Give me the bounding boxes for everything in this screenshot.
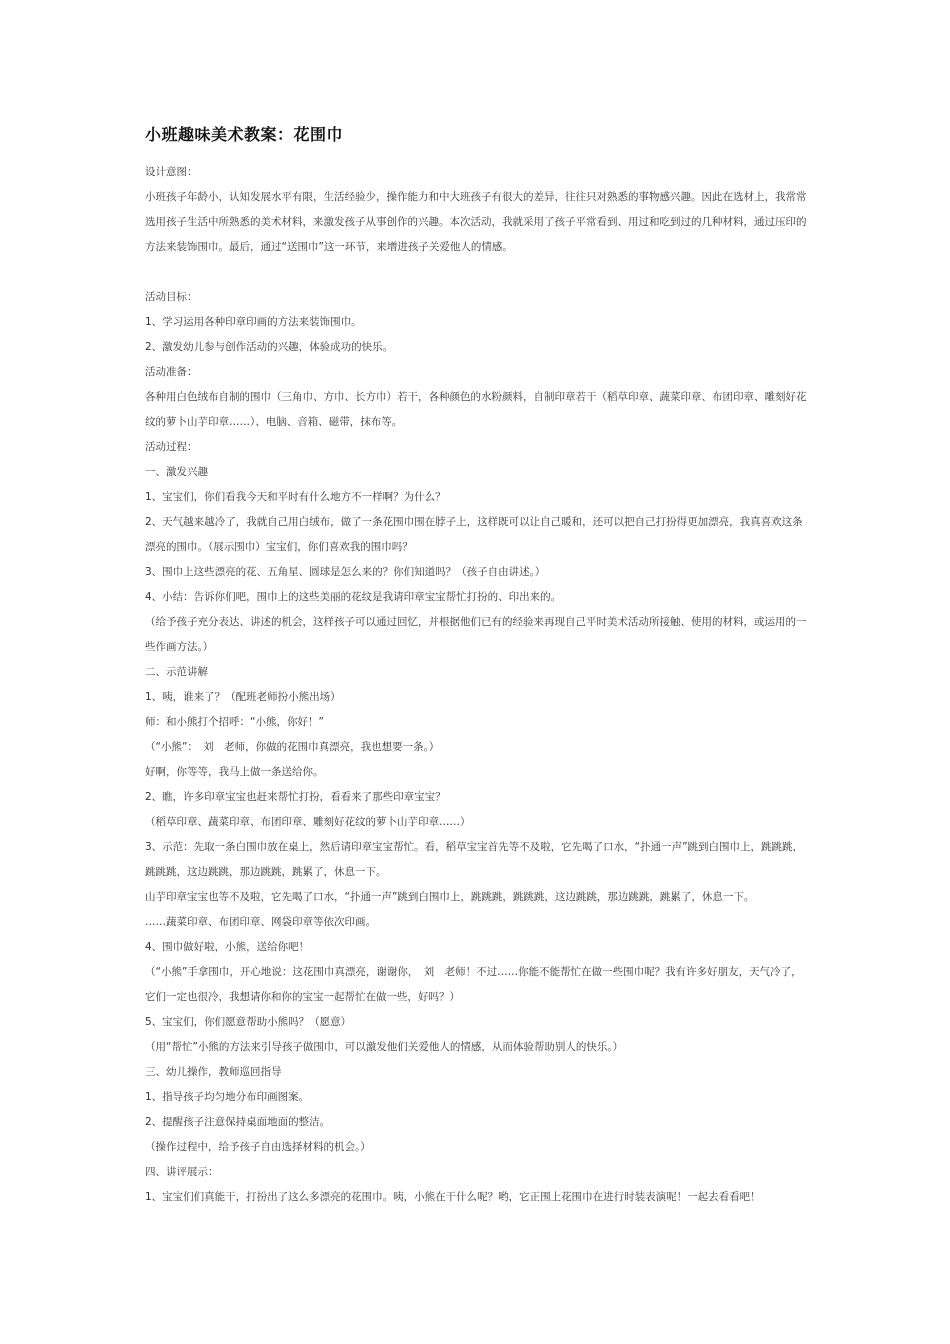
paragraph: 2、激发幼儿参与创作活动的兴趣，体验成功的快乐。 [145, 341, 394, 353]
paragraph: （“小熊”： 刘 老师，你做的花围巾真漂亮，我也想要一条。） [145, 741, 440, 753]
paragraph: 小班孩子年龄小，认知发展水平有限，生活经验少，操作能力和中大班孩子有很大的差异，往往只对熟悉的事物感兴趣。因此在选材上，我常常选用孩子生活中所熟悉的美术材料，来激发孩子从事创作的兴趣。本次活动，我就采用了孩子平常看到、用过和吃到过的几种材料，通过压印的方法来装饰围巾。最后，通过“送围巾”这一环节，来增进孩子关爱他人的情感。 [145, 191, 807, 253]
paragraph: 1、宝宝们，你们看我今天和平时有什么地方不一样啊？为什么？ [145, 491, 446, 503]
document-body [145, 160, 810, 1210]
paragraph: ……蔬菜印章、布团印章、网袋印章等依次印画。 [145, 916, 376, 928]
document-title: 小班趣味美术教案：花围巾 [145, 125, 344, 144]
paragraph: 2、天气越来越冷了，我就自己用白绒布，做了一条花围巾围在脖子上，这样既可以让自己暖和，还可以把自己打扮得更加漂亮，我真喜欢这条漂亮的围巾。（展示围巾）宝宝们，你们喜欢我的围巾吗？ [145, 516, 803, 553]
paragraph: 4、围巾做好啦，小熊，送给你吧！ [145, 941, 310, 953]
paragraph: （用“帮忙”小熊的方法来引导孩子做围巾，可以激发他们关爱他人的情感，从而体验帮助别人的快乐。） [145, 1041, 624, 1053]
document-page [145, 124, 810, 1210]
paragraph: （“小熊”手拿围巾，开心地说：这花围巾真漂亮，谢谢你， 刘 老师！不过……你能不能帮忙在做一些围巾呢？我有许多好朋友，天气冷了，它们一定也很冷，我想请你和你的宝宝一起帮忙在做一些，好吗？） [145, 966, 802, 1003]
blank-line [145, 260, 810, 285]
paragraph: 山芋印章宝宝也等不及啦，它先喝了口水，“扑通一声”跳到白围巾上，跳跳跳，跳跳跳，这边跳跳，那边跳跳，跳累了，休息一下。 [145, 891, 755, 903]
paragraph: 三、幼儿操作，教师巡回指导 [145, 1066, 282, 1078]
paragraph: 1、学习运用各种印章印画的方法来装饰围巾。 [145, 316, 362, 328]
paragraph: 四、讲评展示： [145, 1166, 219, 1178]
paragraph: 5、宝宝们，你们愿意帮助小熊吗？（愿意） [145, 1016, 352, 1028]
paragraph: （给予孩子充分表达、讲述的机会，这样孩子可以通过回忆，并根据他们已有的经验来再现自己平时美术活动所接触、使用的材料，或运用的一些作画方法。） [145, 616, 807, 653]
paragraph: 3、围巾上这些漂亮的花、五角星、圆球是怎么来的？你们知道吗？（孩子自由讲述。） [145, 566, 546, 578]
paragraph: （稻草印章、蔬菜印章、布团印章、雕刻好花纹的萝卜山芋印章……） [145, 816, 471, 828]
paragraph: 活动目标： [145, 291, 198, 303]
paragraph: 各种用白色绒布自制的围巾（三角巾、方巾、长方巾）若干，各种颜色的水粉颜料，自制印章若干（稻草印章、蔬菜印章、布团印章、雕刻好花纹的萝卜山芋印章……）、电脑、音箱、磁带，抹布等。 [145, 391, 807, 428]
paragraph: 二、示范讲解 [145, 666, 208, 678]
paragraph: 活动准备： [145, 366, 198, 378]
paragraph: （操作过程中，给予孩子自由选择材料的机会。） [145, 1141, 371, 1153]
paragraph: 3、示范：先取一条白围巾放在桌上，然后请印章宝宝帮忙。看，稻草宝宝首先等不及啦，它先喝了口水，“扑通一声”跳到白围巾上，跳跳跳，跳跳跳，这边跳跳，那边跳跳，跳累了，休息一下。 [145, 841, 804, 878]
paragraph: 1、指导孩子均匀地分布印画图案。 [145, 1091, 310, 1103]
paragraph: 活动过程： [145, 441, 198, 453]
paragraph: 设计意图： [145, 166, 198, 178]
paragraph: 2、提醒孩子注意保持桌面地面的整洁。 [145, 1116, 331, 1128]
paragraph: 2、瞧，许多印章宝宝也赶来帮忙打扮，看看来了那些印章宝宝？ [145, 791, 446, 803]
paragraph: 好啊，你等等，我马上做一条送给你。 [145, 766, 324, 778]
paragraph: 1、宝宝们们真能干，打扮出了这么多漂亮的花围巾。咦，小熊在干什么呢？哟，它正围上花围巾在进行时装表演呢！一起去看看吧！ [145, 1191, 761, 1203]
paragraph: 师：和小熊打个招呼：“小熊，你好！” [145, 716, 324, 728]
paragraph: 4、小结：告诉你们吧，围巾上的这些美丽的花纹是我请印章宝宝帮忙打扮的、印出来的。 [145, 591, 562, 603]
paragraph: 1、咦，谁来了？（配班老师扮小熊出场） [145, 691, 341, 703]
paragraph: 一、激发兴趣 [145, 466, 208, 478]
